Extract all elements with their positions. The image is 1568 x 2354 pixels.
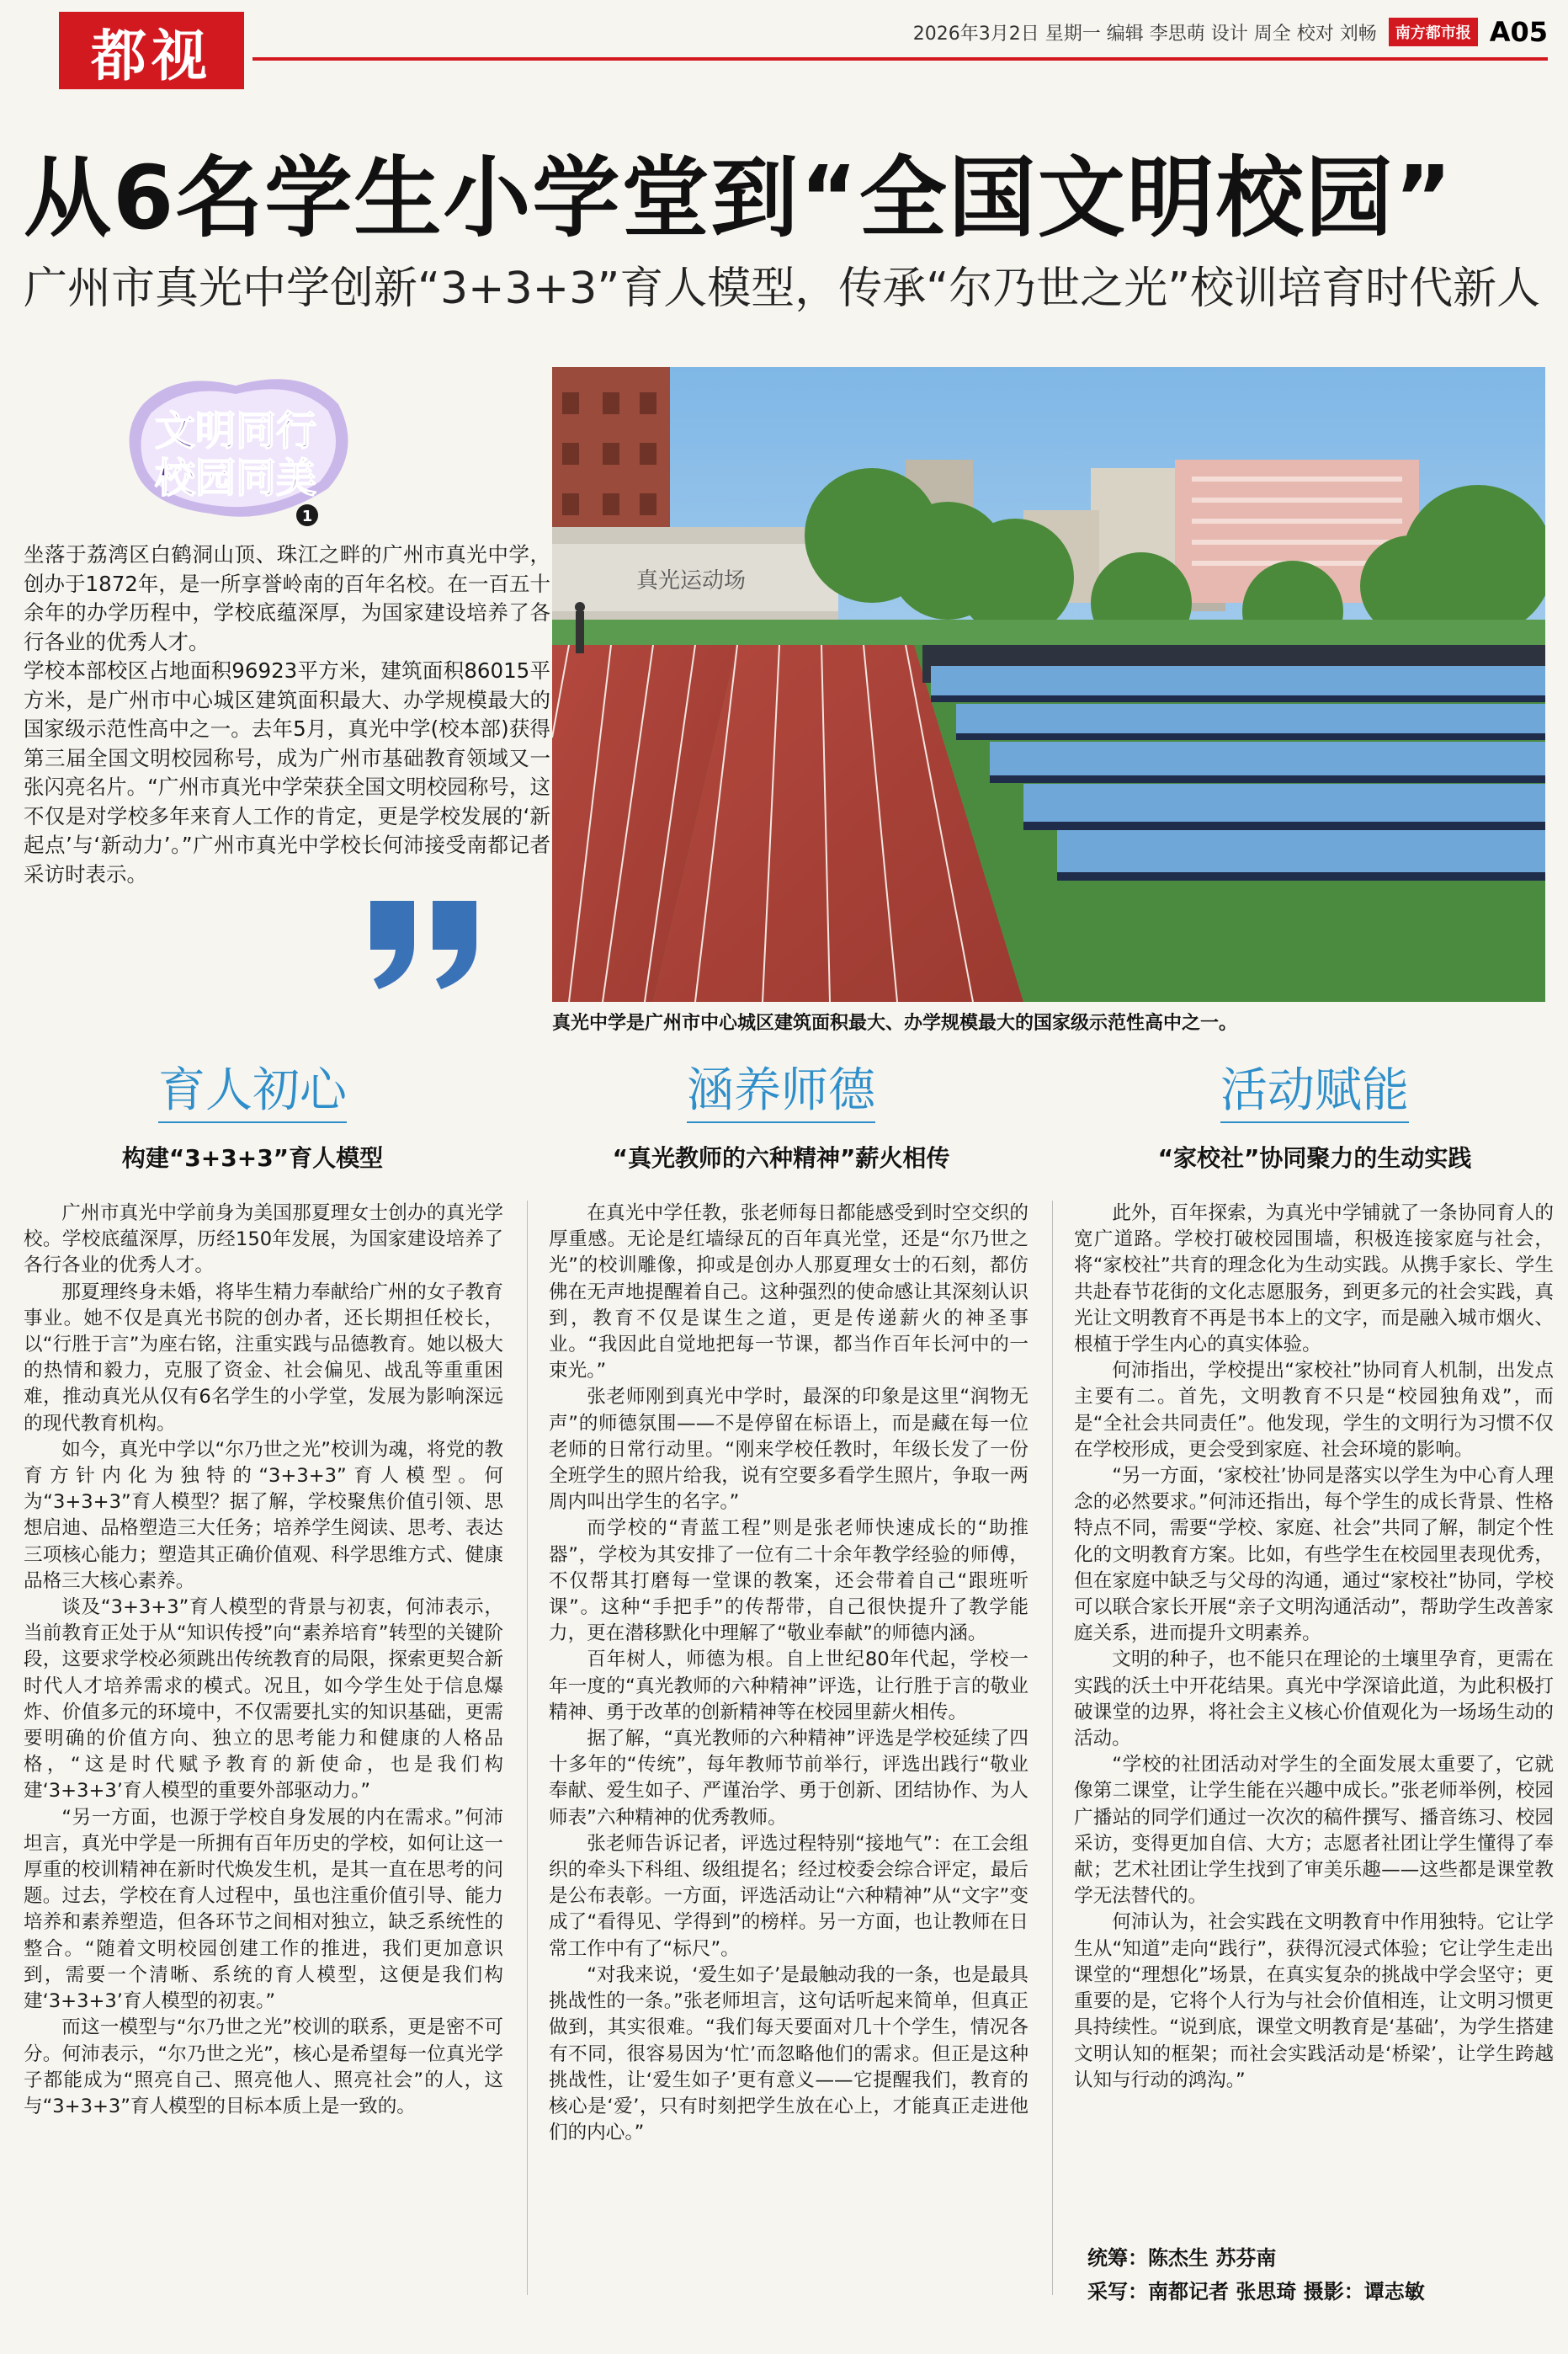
headline: 从6名学生小学堂到“全国文明校园” bbox=[24, 146, 1454, 249]
paragraph: 谈及“3+3+3”育人模型的背景与初衷，何沛表示，当前教育正处于从“知识传授”向“素养培育”转型的关键阶段，这要求学校必须跳出传统教育的局限，探索更契合新时代人才培养需求的模式。况且，如今学生处于信息爆炸、价值多元的环境中，不仅需要扎实的知识基础，更需要明确的价值方向、独立的思考能力和健康的人格品格，“这是时代赋予教育的新使命，也是我们构建‘3+3+3’育人模型的重要外部驱动力。” bbox=[24, 1596, 503, 1803]
paragraph: “对我来说，‘爱生如子’是最触动我的一条，也是最具挑战性的一条。”张老师坦言，这句话听起来简单，但真正做到，其实很难。“我们每天要面对几十个学生，情况各有不同，很容易因为‘忙’而忽略他们的需求。但正是这种挑战性，让‘爱生如子’更有意义——它提醒我们，教育的核心是‘爱’，只有时刻把学生放在心上，才能真正走进他们的内心。” bbox=[549, 1963, 1029, 2144]
paragraph: 广州市真光中学前身为美国那夏理女士创办的真光学校。学校底蕴深厚，历经150年发展，为国家建设培养了各行各业的优秀人才。 bbox=[24, 1202, 503, 1277]
column-divider bbox=[527, 1201, 528, 2295]
paragraph: “另一方面，‘家校社’协同是落实以学生为中心育人理念的必然要求。”何沛还指出，每个学生的成长背景、性格特点不同，需要“学校、家庭、社会”共同了解，制定个性化的文明教育方案。比如，有些学生在校园里表现优秀，但在家庭中缺乏与父母的沟通，通过“家校社”协同，学校可以联合家长开展“亲子文明沟通活动”，帮助学生改善家庭关系，进而提升文明素养。 bbox=[1074, 1465, 1554, 1645]
article-column-1 bbox=[24, 1201, 503, 2120]
column-header-3 bbox=[1062, 1063, 1567, 1174]
column-heading: 活动赋能 bbox=[1220, 1068, 1409, 1123]
paragraph: “学校的社团活动对学生的全面发展太重要了，它就像第二课堂，让学生能在兴趣中成长。”张老师举例，校园广播站的同学们通过一次次的稿件撰写、播音练习、校园采访，变得更加自信、大方；志愿者社团让学生懂得了奉献；艺术社团让学生找到了审美乐趣——这些都是课堂教学无法替代的。 bbox=[1074, 1754, 1554, 1908]
column-header-2 bbox=[529, 1063, 1034, 1174]
column-divider bbox=[1052, 1201, 1053, 2295]
paragraph: 张老师刚到真光中学时，最深的印象是这里“润物无声”的师德氛围——不是停留在标语上，而是藏在每一位老师的日常行动里。“刚来学校任教时，年级长发了一份全班学生的照片给我，说有空要多看学生照片，争取一两周内叫出学生的名字。” bbox=[549, 1386, 1029, 1514]
subheadline: 广州市真光中学创新“3+3+3”育人模型，传承“尔乃世之光”校训培育时代新人 bbox=[24, 264, 1541, 314]
column-heading: 涵养师德 bbox=[687, 1068, 875, 1123]
badge-line2: 校园同美 bbox=[154, 455, 317, 502]
paragraph: 张老师告诉记者，评选过程特别“接地气”：在工会组织的牵头下科组、级组提名；经过校委会综合评定，最后是公布表彰。一方面，评选活动让“六种精神”从“文字”变成了“看得见、学得到”的榜样。另一方面，也让教师在日常工作中有了“标尺”。 bbox=[549, 1832, 1029, 1960]
intro-text bbox=[24, 541, 550, 889]
paragraph: 据了解，“真光教师的六种精神”评选是学校延续了四十多年的“传统”，每年教师节前举行，评选出践行“敬业奉献、爱生如子、严谨治学、勇于创新、团结协作、为人师表”六种精神的优秀教师。 bbox=[549, 1728, 1029, 1829]
paragraph: 那夏理终身未婚，将毕生精力奉献给广州的女子教育事业。她不仅是真光书院的创办者，还长期担任校长，以“行胜于言”为座右铭，注重实践与品德教育。她以极大的热情和毅力，克服了资金、社会偏见、战乱等重重困难，推动真光从仅有6名学生的小学堂，发展为影响深远的现代教育机构。 bbox=[24, 1281, 503, 1435]
article-column-3 bbox=[1074, 1201, 1554, 2094]
photo-caption: 真光中学是广州市中心城区建筑面积最大、办学规模最大的国家级示范性高中之一。 bbox=[552, 1013, 1238, 1034]
paragraph: 在真光中学任教，张老师每日都能感受到时空交织的厚重感。无论是红墙绿瓦的百年真光堂，还是“尔乃世之光”的校训雕像，抑或是创办人那夏理女士的石刻，都仿佛在无声地提醒着自己。这种强烈的使命感让其深刻认识到，教育不仅是谋生之道，更是传递薪火的神圣事业。“我因此自觉地把每一节课，都当作百年长河中的一束光。” bbox=[549, 1202, 1029, 1382]
column-subheading: 构建“3+3+3”育人模型 bbox=[121, 1144, 384, 1172]
column-subheading: “家校社”协同聚力的生动实践 bbox=[1157, 1144, 1472, 1172]
series-badge bbox=[118, 370, 353, 530]
page-number: A05 bbox=[1489, 16, 1548, 48]
building-sign: 真光运动场 bbox=[636, 568, 747, 594]
paragraph: 此外，百年探索，为真光中学铺就了一条协同育人的宽广道路。学校打破校园围墙，积极连接家庭与社会，将“家校社”共育的理念化为生动实践。从携手家长、学生共赴春节花街的文化志愿服务，到更多元的社会实践，真光让文明教育不再是书本上的文字，而是融入城市烟火、根植于学生内心的真实体验。 bbox=[1074, 1202, 1554, 1356]
badge-line1: 文明同行 bbox=[154, 407, 317, 455]
paragraph: 何沛指出，学校提出“家校社”协同育人机制，出发点主要有二。首先，文明教育不只是“校园独角戏”，而是“全社会共同责任”。他发现，学生的文明行为习惯不仅在学校形成，更会受到家庭、社会环境的影响。 bbox=[1074, 1360, 1554, 1461]
intro-paragraph: 学校本部校区占地面积96923平方米，建筑面积86015平方米，是广州市中心城区建筑面积最大、办学规模最大的国家级示范性高中之一。去年5月，真光中学(校本部)获得第三届全国文明校园称号，成为广州市基础教育领域又一张闪亮名片。“广州市真光中学荣获全国文明校园称号，这不仅是对学校多年来育人工作的肯定，更是学校发展的‘新起点’与‘新动力’。”广州市真光中学校长何沛接受南都记者采访时表示。 bbox=[24, 658, 550, 887]
quote-icon bbox=[362, 892, 488, 993]
badge-number: 1 bbox=[301, 508, 313, 525]
credits-coordination: 统筹：陈杰生 苏芬南 bbox=[1087, 2246, 1277, 2270]
paragraph: “另一方面，也源于学校自身发展的内在需求。”何沛坦言，真光中学是一所拥有百年历史的学校，如何让这一厚重的校训精神在新时代焕发生机，是其一直在思考的问题。过去，学校在育人过程中，虽也注重价值引导、能力培养和素养塑造，但各环节之间相对独立，缺乏系统性的整合。“随着文明校园创建工作的推进，我们更加意识到，需要一个清晰、系统的育人模型，这便是我们构建‘3+3+3’育人模型的初衷。” bbox=[24, 1806, 503, 2013]
issue-info: 2026年3月2日 星期一 编辑 李思萌 设计 周全 校对 刘畅 bbox=[912, 23, 1377, 45]
paragraph: 百年树人，师德为根。自上世纪80年代起，学校一年一度的“真光教师的六种精神”评选，让行胜于言的敬业精神、勇于改革的创新精神等在校园里薪火相传。 bbox=[549, 1648, 1029, 1723]
credits-reporting: 采写：南都记者 张思琦 摄影：谭志敏 bbox=[1087, 2280, 1425, 2303]
section-tag: 都视 bbox=[59, 12, 244, 89]
paragraph: 而这一模型与“尔乃世之光”校训的联系，更是密不可分。何沛表示，“尔乃世之光”，核心是希望每一位真光学子都能成为“照亮自己、照亮他人、照亮社会”的人，这与“3+3+3”育人模型的目标本质上是一致的。 bbox=[24, 2016, 503, 2117]
paragraph: 如今，真光中学以“尔乃世之光”校训为魂，将党的教育方针内化为独特的“3+3+3”育人模型。何为“3+3+3”育人模型？据了解，学校聚焦价值引领、思想启迪、品格塑造三大任务；培养学生阅读、思考、表达三项核心能力；塑造其正确价值观、科学思维方式、健康品格三大核心素养。 bbox=[24, 1438, 503, 1592]
paragraph: 文明的种子，也不能只在理论的土壤里孕育，更需在实践的沃土中开花结果。真光中学深谙此道，为此积极打破课堂的边界，将社会主义核心价值观化为一场场生动的活动。 bbox=[1074, 1648, 1554, 1750]
column-subheading: “真光教师的六种精神”薪火相传 bbox=[612, 1144, 950, 1172]
paper-logo: 南方都市报 bbox=[1389, 18, 1478, 46]
paragraph: 何沛认为，社会实践在文明教育中作用独特。它让学生从“知道”走向“践行”，获得沉浸式体验；它让学生走出课堂的“理想化”场景，在真实复杂的挑战中学会坚守；更重要的是，它将个人行为与社会价值相连，让文明习惯更具持续性。“说到底，课堂文明教育是‘基础’，为学生搭建文明认知的框架；而社会实践活动是‘桥梁’，让学生跨越认知与行动的鸿沟。” bbox=[1074, 1911, 1554, 2091]
paragraph: 而学校的“青蓝工程”则是张老师快速成长的“助推器”，学校为其安排了一位有二十余年教学经验的师傅，不仅帮其打磨每一堂课的教案，还会带着自己“跟班听课”。这种“手把手”的传帮带，自己很快提升了教学能力，更在潜移默化中理解了“敬业奉献”的师德内涵。 bbox=[549, 1517, 1029, 1645]
column-header-1 bbox=[0, 1063, 505, 1174]
intro-paragraph: 坐落于荔湾区白鹤洞山顶、珠江之畔的广州市真光中学，创办于1872年，是一所享誉岭南的百年名校。在一百五十余年的办学历程中，学校底蕴深厚，为国家建设培养了各行各业的优秀人才。 bbox=[24, 542, 550, 654]
column-heading: 育人初心 bbox=[158, 1068, 347, 1123]
header-meta bbox=[913, 15, 1548, 49]
credits bbox=[1087, 2241, 1425, 2309]
campus-photo bbox=[552, 367, 1545, 1002]
article-column-2 bbox=[549, 1201, 1029, 2146]
header-rule bbox=[252, 57, 1548, 61]
